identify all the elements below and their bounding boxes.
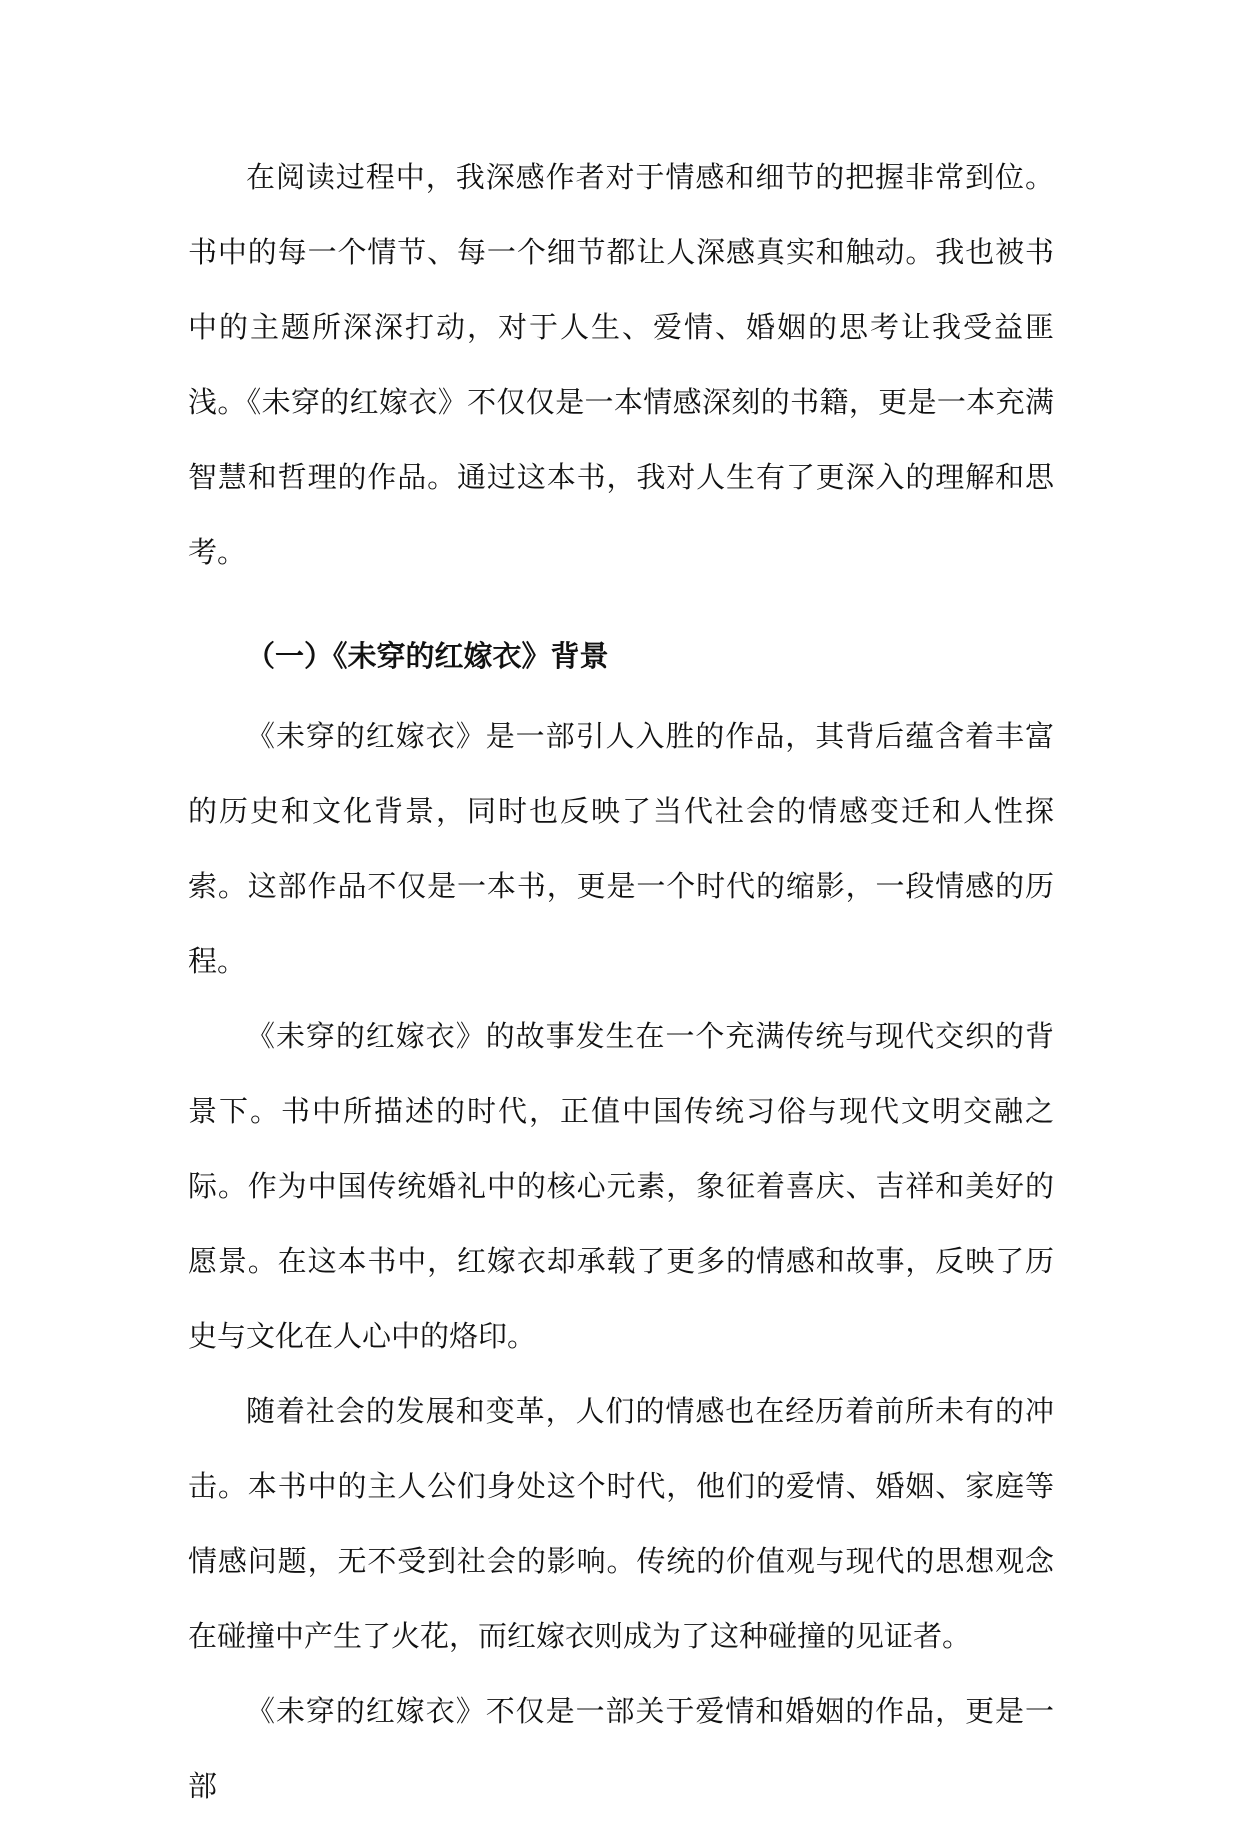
body-paragraph: 《未穿的红嫁衣》的故事发生在一个充满传统与现代交织的背景下。书中所描述的时代，正值中国传统习俗与现代文明交融之际。作为中国传统婚礼中的核心元素，象征着喜庆、吉祥和美好的愿景。在这本书中，红嫁衣却承载了更多的情感和故事，反映了历史与文化在人心中的烙印。 (188, 1019, 1054, 1353)
body-paragraph: 《未穿的红嫁衣》不仅是一部关于爱情和婚姻的作品，更是一部 (188, 1694, 1054, 1803)
body-paragraph: 随着社会的发展和变革，人们的情感也在经历着前所未有的冲击。本书中的主人公们身处这个时代，他们的爱情、婚姻、家庭等情感问题，无不受到社会的影响。传统的价值观与现代的思想观念在碰撞中产生了火花，而红嫁衣则成为了这种碰撞的见证者。 (188, 1394, 1054, 1653)
document-body (188, 140, 1054, 1824)
body-paragraph: 在阅读过程中，我深感作者对于情感和细节的把握非常到位。书中的每一个情节、每一个细节都让人深感真实和触动。我也被书中的主题所深深打动，对于人生、爱情、婚姻的思考让我受益匪浅。《未穿的红嫁衣》不仅仅是一本情感深刻的书籍，更是一本充满智慧和哲理的作品。通过这本书，我对人生有了更深入的理解和思考。 (188, 160, 1054, 569)
paragraph-gap (188, 590, 1054, 607)
body-paragraph: 《未穿的红嫁衣》是一部引人入胜的作品，其背后蕴含着丰富的历史和文化背景，同时也反映了当代社会的情感变迁和人性探索。这部作品不仅是一本书，更是一个时代的缩影，一段情感的历程。 (188, 719, 1054, 978)
section-heading: （一）《未穿的红嫁衣》背景 (246, 639, 609, 673)
